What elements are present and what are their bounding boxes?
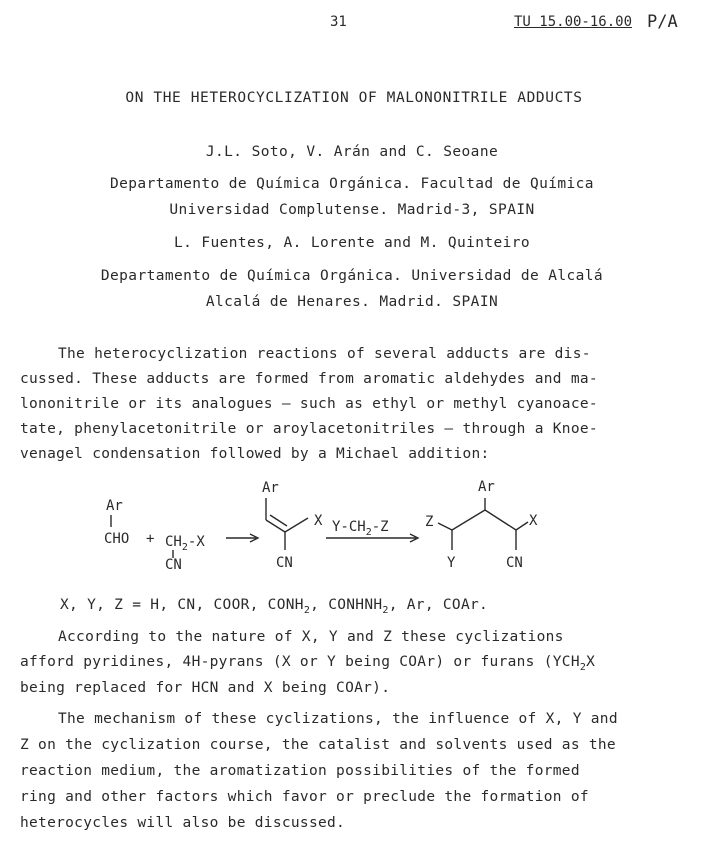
plus-sign: + <box>146 531 155 547</box>
paragraph-3-line-4: ring and other factors which favor or preclude the formation of <box>20 789 589 805</box>
adduct-x-bond <box>516 522 528 530</box>
alkene-ar-label: Ar <box>262 480 279 496</box>
paragraph-2-line-2: afford pyridines, 4H-pyrans (X or Y being COAr) or furans ($YCH_2X$ <box>20 654 596 673</box>
paragraph-3-line-5: heterocycles will also be discussed. <box>20 815 346 831</box>
session-time: TU 15.00-16.00 <box>514 14 633 30</box>
affiliation-1-line-1: Departamento de Química Orgánica. Facultad de Química <box>110 176 594 192</box>
adduct-z-bond <box>438 523 452 530</box>
adduct-right-bond <box>485 510 516 530</box>
paper-title: ON THE HETEROCYCLIZATION OF MALONONITRILE ADDUCTS <box>125 90 583 106</box>
reagent-cn-label: CN <box>165 557 182 573</box>
aldehyde-cho-label: CHO <box>104 531 130 547</box>
authors-group-2: L. Fuentes, A. Lorente and M. Quinteiro <box>173 235 531 251</box>
paragraph-3-line-1: The mechanism of these cyclizations, the influence of X, Y and <box>58 711 618 727</box>
adduct-cn-label: CN <box>506 555 523 571</box>
alkene-x-label: X <box>314 513 323 529</box>
affiliation-2-line-1: Departamento de Química Orgánica. Universidad de Alcalá <box>100 268 604 284</box>
session-code: P/A <box>647 12 678 32</box>
reaction-scheme <box>0 470 704 590</box>
alkene-double-bond-a <box>266 520 285 532</box>
paragraph-2-line-1: According to the nature of X, Y and Z these cyclizations <box>58 629 564 645</box>
adduct-x-label: X <box>529 513 538 529</box>
alkene-x-bond <box>285 518 308 532</box>
affiliation-2-line-2: Alcalá de Henares. Madrid. SPAIN <box>205 294 499 310</box>
adduct-ar-label: Ar <box>478 479 495 495</box>
paragraph-1-line-1: The heterocyclization reactions of several adducts are dis- <box>58 346 591 362</box>
affiliation-1-line-2: Universidad Complutense. Madrid-3, SPAIN <box>169 202 535 218</box>
authors-group-1: J.L. Soto, V. Arán and C. Seoane <box>205 144 499 160</box>
arrow-2-label: $Y-CH_2-Z$ <box>332 519 389 538</box>
paragraph-2-line-3: being replaced for HCN and X being COAr). <box>20 680 391 696</box>
paragraph-3-line-3: reaction medium, the aromatization possibilities of the formed <box>20 763 580 779</box>
aldehyde-ar-label: Ar <box>106 498 123 514</box>
alkene-cn-label: CN <box>276 555 293 571</box>
adduct-y-label: Y <box>447 555 456 571</box>
adduct-left-bond <box>452 510 485 530</box>
paragraph-1-line-5: venagel condensation followed by a Michael addition: <box>20 446 490 462</box>
substituent-list: X, Y, Z = H, CN, COOR, $CONH_2$, $CONHNH_2$, Ar, COAr. <box>60 597 489 616</box>
paragraph-1-line-4: tate, phenylacetonitrile or aroylacetonitriles — through a Knoe- <box>20 421 598 437</box>
paragraph-1-line-3: lononitrile or its analogues — such as ethyl or methyl cyanoace- <box>20 396 598 412</box>
adduct-z-label: Z <box>425 514 434 530</box>
paragraph-3-line-2: Z on the cyclization course, the catalist and solvents used as the <box>20 737 616 753</box>
reagent-formula: $CH_2-X$ <box>165 534 205 553</box>
page-number: 31 <box>330 14 347 30</box>
paragraph-1-line-2: cussed. These adducts are formed from aromatic aldehydes and ma- <box>20 371 598 387</box>
